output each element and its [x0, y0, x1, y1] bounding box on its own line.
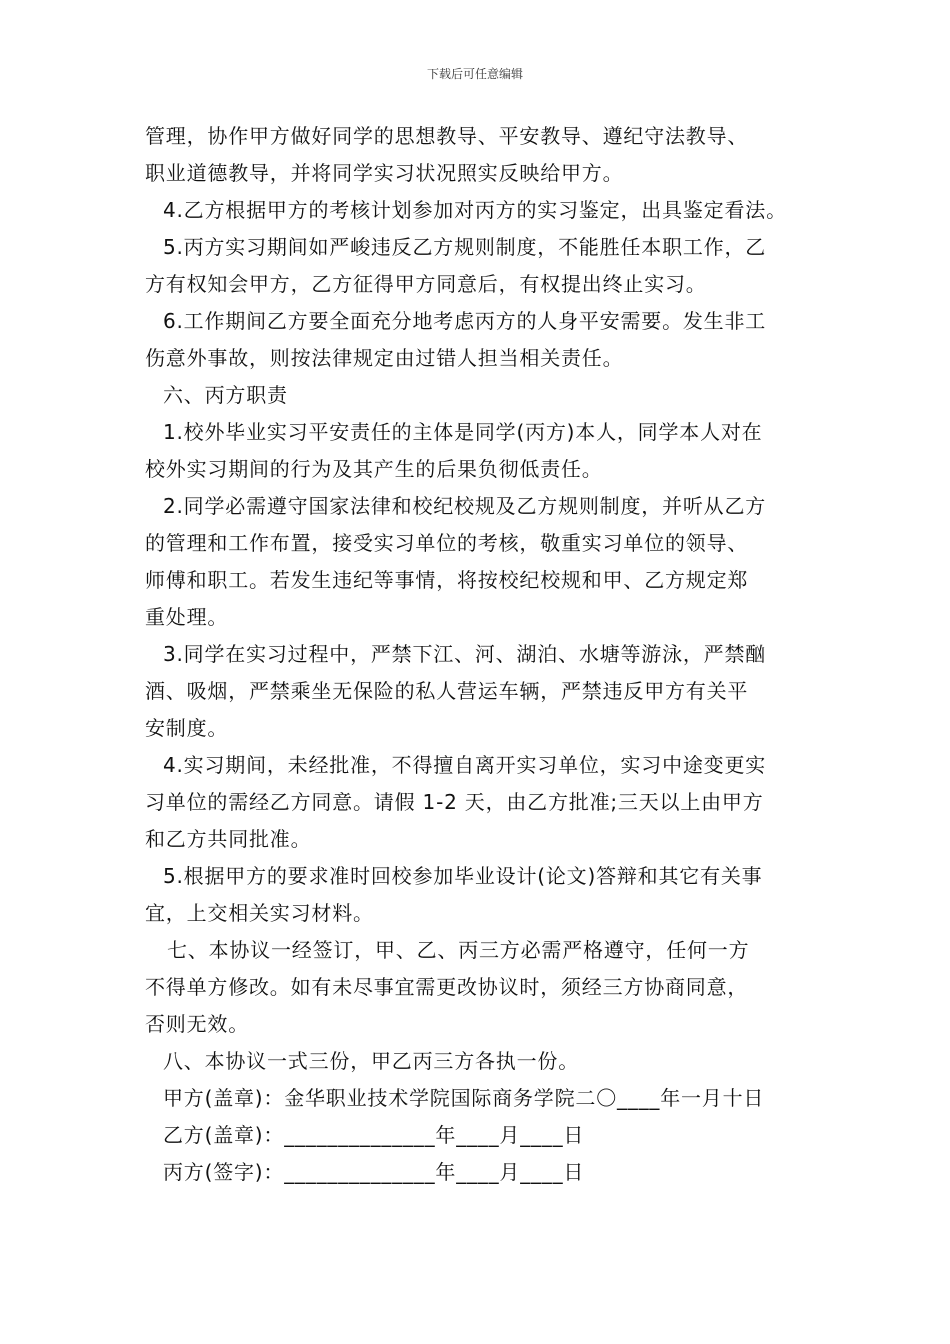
paragraph-line: 5.丙方实习期间如严峻违反乙方规则制度，不能胜任本职工作，乙 [163, 235, 767, 259]
page-header: 下载后可任意编辑 [426, 67, 523, 81]
paragraph-line: 习单位的需经乙方同意。请假 1-2 天，由乙方批准;三天以上由甲方 [145, 790, 764, 814]
paragraph-line: 5.根据甲方的要求准时回校参加毕业设计(论文)答辩和其它有关事 [163, 864, 763, 888]
paragraph-line: 八、本协议一式三份，甲乙丙三方各执一份。 [163, 1049, 579, 1073]
document-body [145, 118, 815, 1191]
paragraph-line: 和乙方共同批准。 [145, 827, 312, 851]
paragraph-line: 七、本协议一经签订，甲、乙、丙三方必需严格遵守，任何一方 [167, 938, 750, 962]
paragraph-line: 3.同学在实习过程中，严禁下江、河、湖泊、水塘等游泳，严禁酗 [163, 642, 767, 666]
paragraph-line: 安制度。 [145, 716, 229, 740]
paragraph-line: 2.同学必需遵守国家法律和校纪校规及乙方规则制度，并听从乙方 [163, 494, 767, 518]
signature-line-party-a: 甲方(盖章)：金华职业技术学院国际商务学院二〇____年一月十日 [163, 1086, 765, 1110]
section-heading: 六、丙方职责 [163, 383, 288, 407]
paragraph-line: 的管理和工作布置，接受实习单位的考核，敬重实习单位的领导、 [145, 531, 749, 555]
paragraph-line: 1.校外毕业实习平安责任的主体是同学(丙方)本人，同学本人对在 [163, 420, 763, 444]
paragraph-line: 管理，协作甲方做好同学的思想教导、平安教导、遵纪守法教导、 [145, 124, 749, 148]
paragraph-line: 伤意外事故，则按法律规定由过错人担当相关责任。 [145, 346, 624, 370]
paragraph-line: 重处理。 [145, 605, 229, 629]
paragraph-line: 师傅和职工。若发生违纪等事情，将按校纪校规和甲、乙方规定郑 [145, 568, 749, 592]
paragraph-line: 4.乙方根据甲方的考核计划参加对丙方的实习鉴定，出具鉴定看法。 [163, 198, 787, 222]
paragraph-line: 方有权知会甲方，乙方征得甲方同意后，有权提出终止实习。 [145, 272, 707, 296]
paragraph-line: 否则无效。 [145, 1012, 249, 1036]
paragraph-line: 酒、吸烟，严禁乘坐无保险的私人营运车辆，严禁违反甲方有关平 [145, 679, 749, 703]
paragraph-line: 校外实习期间的行为及其产生的后果负彻低责任。 [145, 457, 603, 481]
signature-line-party-b: 乙方(盖章)：______________年____月____日 [163, 1123, 585, 1147]
paragraph-line: 不得单方修改。如有未尽事宜需更改协议时，须经三方协商同意， [145, 975, 749, 999]
paragraph-line: 6.工作期间乙方要全面充分地考虑丙方的人身平安需要。发生非工 [163, 309, 767, 333]
paragraph-line: 宜，上交相关实习材料。 [145, 901, 374, 925]
signature-line-party-c: 丙方(签字)：______________年____月____日 [163, 1160, 585, 1184]
paragraph-line: 职业道德教导，并将同学实习状况照实反映给甲方。 [145, 161, 624, 185]
paragraph-line: 4.实习期间，未经批准，不得擅自离开实习单位，实习中途变更实 [163, 753, 767, 777]
